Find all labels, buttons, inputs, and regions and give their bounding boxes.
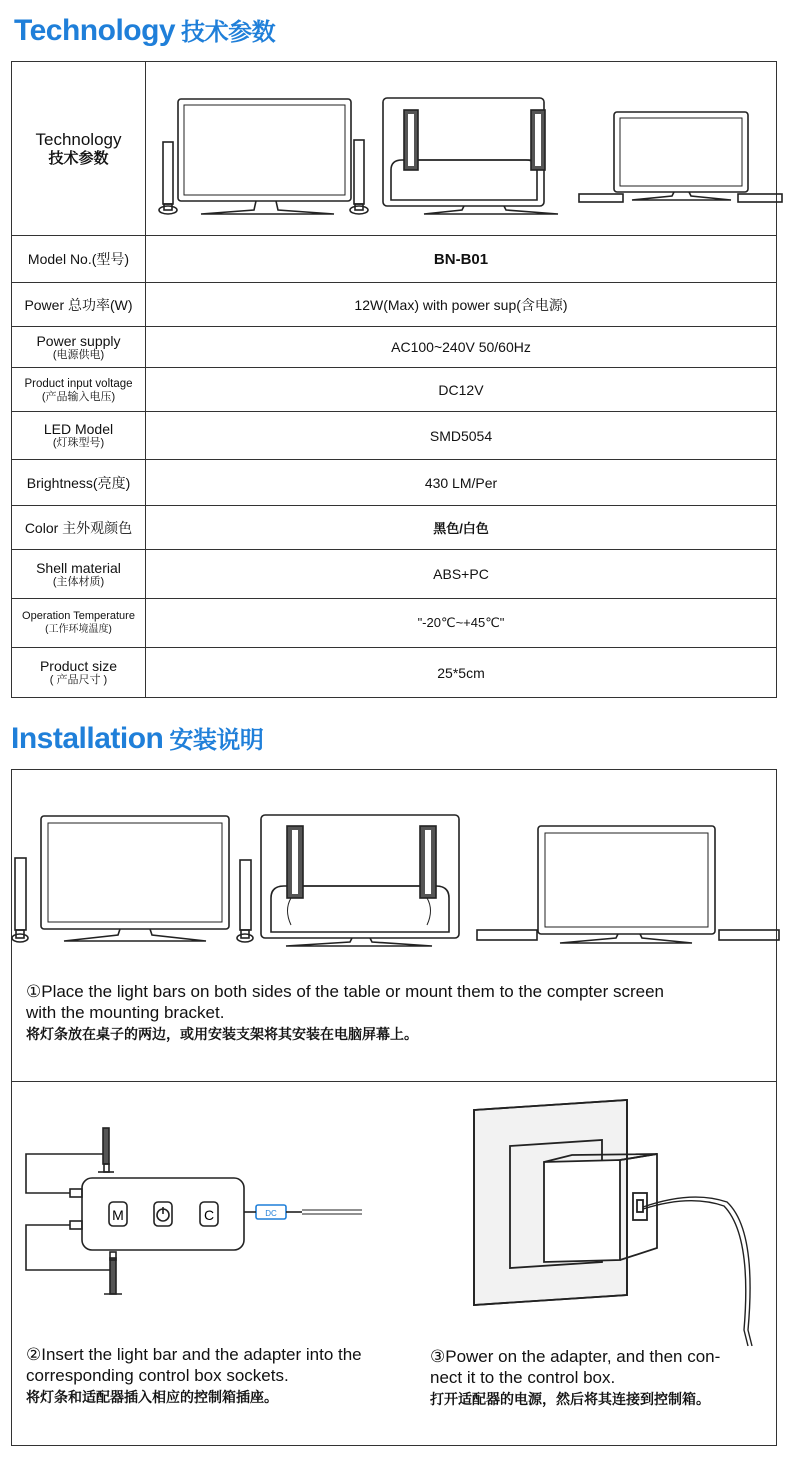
technology-heading: Technology 技术参数 [14,14,276,47]
step-1-text: ①Place the light bars on both sides of the table or mount them to the compter screen with the mounting bracket. 将灯条放在桌子的两边，或用安装支架将其安装在电脑屏幕上。 [26,982,664,1042]
spec-label: Model No.(型号) [12,236,146,282]
installation-box [11,769,777,1446]
mode-button-label: M [112,1207,124,1223]
spec-row [12,647,776,697]
spec-label: Shell material (主体材质) [12,550,146,598]
spec-value: AC100~240V 50/60Hz [391,339,531,355]
spec-value: DC12V [438,381,484,398]
spec-row [12,459,776,505]
spec-row [12,505,776,549]
spec-value: 12W(Max) with power sup(含电源) [354,296,568,313]
spec-image-row [12,62,776,235]
spec-label: Operation Temperature (工作环境温度) [12,599,146,647]
spec-value: ABS+PC [433,566,489,582]
spec-label: LED Model (灯珠型号) [12,412,146,459]
spec-label: Power supply (电源供电) [12,327,146,367]
spec-value: SMD5054 [429,427,493,444]
spec-value: 25*5cm [437,664,485,681]
spec-row [12,367,776,411]
spec-value: 430 LM/Per [424,474,498,491]
installation-heading: Installation 安装说明 [11,722,264,755]
spec-label: Color 主外观颜色 [12,506,146,549]
section-divider [12,1081,776,1082]
spec-label: Product input voltage (产品输入电压) [12,368,146,411]
spec-label: Power 总功率(W) [12,283,146,326]
installation-illustration-top [12,770,776,970]
spec-row [12,235,776,282]
dc-plug-label: DC [265,1209,277,1218]
step-3-text: ③Power on the adapter, and then con- nect it to the control box. 打开适配器的电源，然后将其连接到控制箱。 [430,1347,721,1407]
spec-table [11,61,777,698]
spec-row [12,549,776,598]
spec-row [12,326,776,367]
spec-value: "-20℃~+45℃" [417,615,505,630]
spec-row [12,598,776,647]
step-2-text: ②Insert the light bar and the adapter into the corresponding control box sockets. 将灯条和适配器插入相应的控制箱插座。 [26,1345,362,1405]
spec-row [12,411,776,459]
spec-label: Product size ( 产品尺寸 ) [12,648,146,697]
spec-value: 黑色/白色 [433,521,489,536]
spec-value: BN-B01 [433,250,489,268]
power-adapter-diagram [452,1090,772,1350]
spec-row [12,282,776,326]
control-box-diagram [12,1120,392,1320]
spec-label: Brightness(亮度) [12,460,146,505]
image-row-label: Technology 技术参数 [12,62,146,235]
product-illustration-top [146,62,776,235]
color-button-label: C [203,1207,215,1223]
